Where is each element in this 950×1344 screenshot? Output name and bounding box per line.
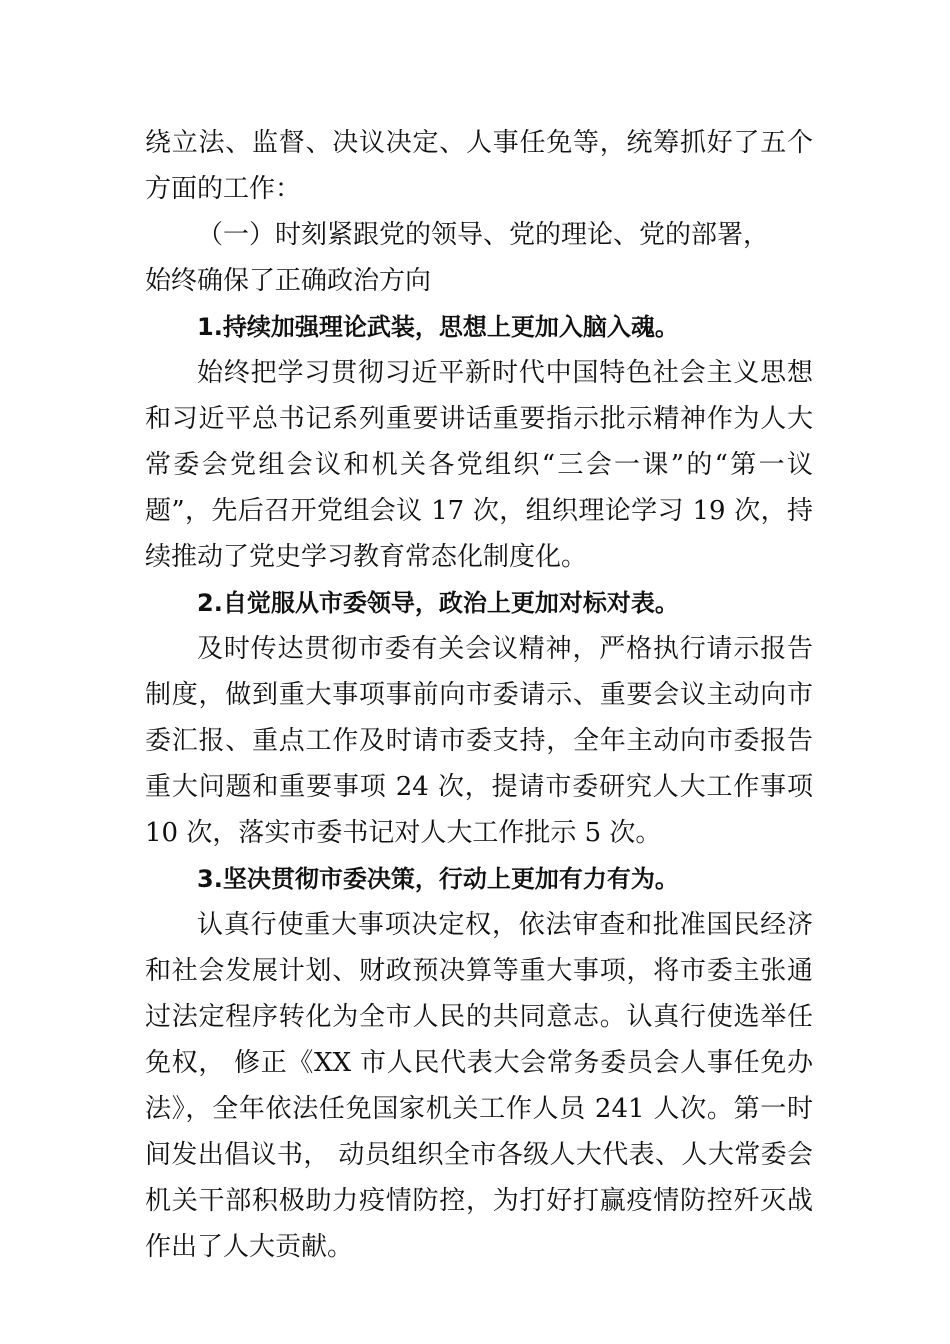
section-heading-line1: （一）时刻紧跟党的领导、党的理论、党的部署， (197, 220, 770, 250)
item-body: 及时传达贯彻市委有关会议精神，严格执行请示报告制度，做到重大事项事前向市委请示、重要会议主动向市委汇报、重点工作及时请市委支持，全年主动向市委报告重大问题和重要事项 24 次，提请市委研究人大工作事项 10 次，落实市委书记对人大工作批示 5 次。 (145, 634, 813, 848)
item-heading: 1.持续加强理论武装，思想上更加入脑入魂。 (197, 313, 679, 341)
item-body: 认真行使重大事项决定权，依法审查和批准国民经济和社会发展计划、财政预决算等重大事项，将市委主张通过法定程序转化为全市人民的共同意志。认真行使选举任免权， 修正《XX 市人民代表大会常务委员会人事任免办法》，全年依法任免国家机关工作人员 241 人次。第一时间发出倡议书， 动员组织全市各级人大代表、人大常委会机关干部积极助力疫情防控，为打好打赢疫情防控歼灭战作出了人大贡献。 (145, 910, 813, 1262)
document-body (145, 120, 813, 1270)
item-heading: 3.坚决贯彻市委决策，行动上更加有力有为。 (197, 865, 679, 893)
item-body: 始终把学习贯彻习近平新时代中国特色社会主义思想和习近平总书记系列重要讲话重要指示批示精神作为人大常委会党组会议和机关各党组织“三会一课”的“第一议题”，先后召开党组会议 17 次，组织理论学习 19 次，持续推动了党史学习教育常态化制度化。 (145, 358, 813, 572)
item-heading: 2.自觉服从市委领导，政治上更加对标对表。 (197, 589, 679, 617)
intro-paragraph: 绕立法、监督、决议决定、人事任免等，统筹抓好了五个方面的工作： (145, 128, 813, 204)
section-heading (145, 212, 813, 304)
section-heading-line2: 始终确保了正确政治方向 (145, 266, 432, 296)
